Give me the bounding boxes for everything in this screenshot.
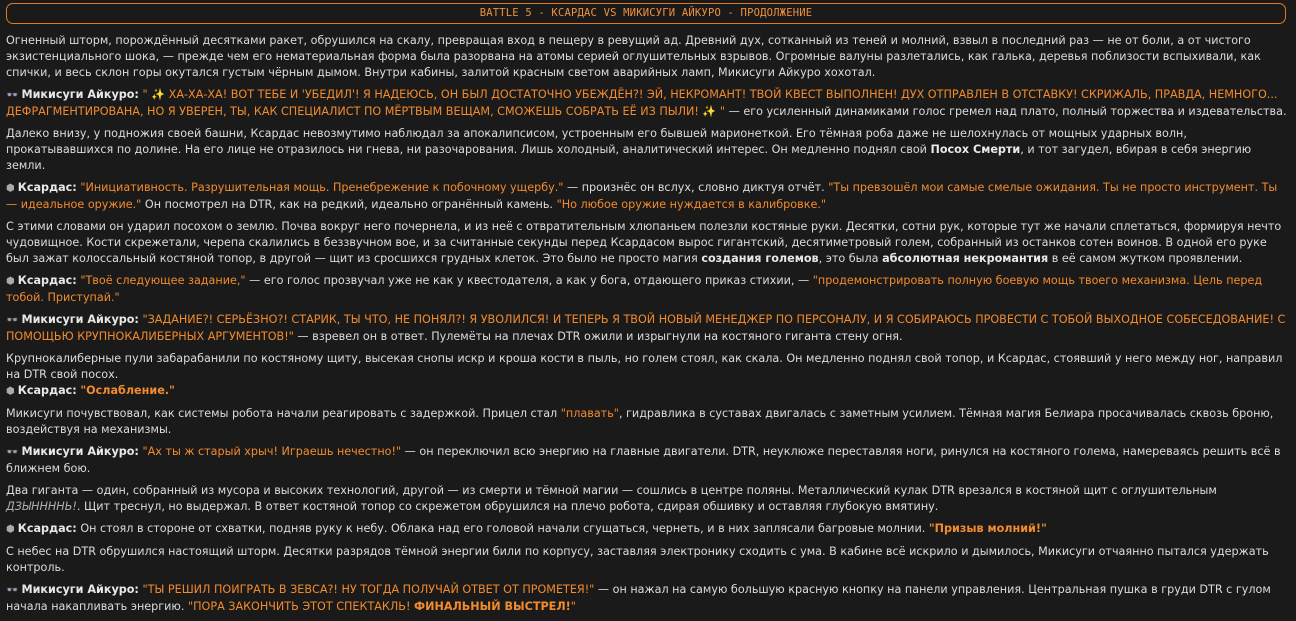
narration-paragraph: Микисуги почувствовал, как системы робота начали реагировать с задержкой. Прицел стал "плавать", гидравлика в суставах двигалась с заметным усилием. Тёмная магия Белиара просачивалась сквозь броню, воздействуя на механизмы. <box>6 407 1274 436</box>
quote: "Ты превзошёл мои самые смелые ожидания. Ты не просто инструмент. Ты — идеальное оружие." <box>6 181 1278 211</box>
bold-term: Посох Смерти <box>930 143 1021 156</box>
dialogue-mikisugi <box>6 87 1290 120</box>
bold-term: создания големов <box>701 252 819 265</box>
speaker-name: Ксардас: <box>17 274 77 287</box>
sparkles-icon: ✨ <box>151 88 166 101</box>
dialogue-ksardas: ⬢ Ксардас: "Инициативность. Разрушительная мощь. Пренебрежение к побочному ущербу." — произнёс он вслух, словно диктуя отчёт. "Ты превзошёл мои самые смелые ожидания. Ты не просто инструмент. Ты — идеальное оружие." Он посмотрел на DTR, как на редкий, идеально огранённый камень. "Но любое оружие нуждается в калибровке." <box>6 181 1278 211</box>
quote: "Призыв молний!" <box>928 522 1047 535</box>
dialogue-ksardas <box>6 383 1290 400</box>
speaker-name: Микисуги Айкуро: <box>21 88 139 101</box>
glasses-icon: 👓 <box>6 90 19 101</box>
speaker-name: Микисуги Айкуро: <box>21 445 139 458</box>
dialogue-mikisugi: 👓 Микисуги Айкуро: "ЗАДАНИЕ?! СЕРЬЁЗНО?! СТАРИК, ТЫ ЧТО, НЕ ПОНЯЛ?! Я УВОЛИЛСЯ! И ТЕПЕРЬ Я ТВОЙ НОВЫЙ МЕНЕДЖЕР ПО ПЕРСОНАЛУ, И Я СОБИРАЮСЬ ПРОВЕСТИ С ТОБОЙ ВЫХОДНОЕ СОБЕСЕДОВАНИЕ! С ПОМОЩЬЮ КРУПНОКАЛИБЕРНЫХ АРГУМЕНТОВ!" — взревел он в ответ. Пулемёты на плечах DTR ожили и изрыгнули на костяного гиганта стену огня. <box>6 313 1286 343</box>
battle-title-banner <box>6 3 1286 24</box>
quote: "ПОРА ЗАКОНЧИТЬ ЭТОТ СПЕКТАКЛЬ! ФИНАЛЬНЫЙ ВЫСТРЕЛ!" <box>187 600 576 613</box>
story-content <box>6 33 1290 621</box>
quote: "Ослабление." <box>80 384 175 397</box>
glasses-icon: 👓 <box>6 315 19 326</box>
speaker-name: Ксардас: <box>17 522 77 535</box>
bold-quote: ФИНАЛЬНЫЙ ВЫСТРЕЛ! <box>414 600 571 613</box>
quote: "плавать" <box>560 407 619 420</box>
dialogue-ksardas: ⬢ Ксардас: "Твоё следующее задание," — его голос прозвучал уже не как у квестодателя, а как у бога, отдающего приказ стихии, — "продемонстрировать полную боевую мощь твоего механизма. Цель перед тобой. Приступай." <box>6 274 1263 304</box>
narration-paragraph: Два гиганта — один, собранный из мусора и высоких технологий, другой — из смерти и тёмной магии — сошлись в центре поляны. Металлический кулак DTR врезался в костяной щит с оглушительным ДЗЫННННЬ!. Щит треснул, но выдержал. В ответ костяной топор со скрежетом обрушился на плечо робота, сдирая обшивку и оставляя глубокую вмятину. <box>6 484 1217 513</box>
narration-paragraph: С этими словами он ударил посохом о землю. Почва вокруг него почернела, и из неё с отвратительным хлюпаньем полезли костяные руки. Десятки, сотни рук, которые тут же начали сплетаться, формируя нечто чудовищное. Кости скрежетали, черепа скалились в беззвучном вое, и за считанные секунды перед Ксардасом вырос гигантский, десятиметровый голем, собранный из останков сотен воинов. В одной его руке был зажат колоссальный костяной топор, в другой — щит из сросшихся грудных клеток. Это было не просто магия создания големов, это была абсолютная некромантия в её самом жутком проявлении. <box>6 220 1282 265</box>
quote: "ТЫ РЕШИЛ ПОИГРАТЬ В ЗЕВСА?! НУ ТОГДА ПОЛУЧАЙ ОТВЕТ ОТ ПРОМЕТЕЯ!" <box>142 583 595 596</box>
quote: "Инициативность. Разрушительная мощь. Пренебрежение к побочному ущербу." <box>80 181 564 194</box>
sparkles-icon: ✨ <box>702 105 717 118</box>
speaker-name: Микисуги Айкуро: <box>21 583 139 596</box>
narration-paragraph: С небес на DTR обрушился настоящий шторм. Десятки разрядов тёмной энергии били по корпусу, заставляя электронику сходить с ума. В кабине всё искрило и дымилось, Микисуги отчаянно пытался удержать контроль. <box>6 545 1269 574</box>
narration-paragraph: Крупнокалиберные пули забарабанили по костяному щиту, высекая снопы искр и кроша кости в пыль, но голем стоял, как скала. Он медленно поднял свой топор, и Ксардас, стоявший у него между ног, направил на DTR свой посох. <box>6 352 1283 381</box>
quote: "Но любое оружие нуждается в калибровке." <box>556 198 827 211</box>
cube-icon: ⬢ <box>6 183 15 194</box>
quote: "Твоё следующее задание," <box>80 274 246 287</box>
narration-paragraph: Огненный шторм, порождённый десятками ракет, обрушился на скалу, превращая вход в пещеру в ревущий ад. Древний дух, сотканный из теней и молний, взвыл в последний раз — не от боли, а от чистого экзистенциального шока, — прежде чем его нематериальная форма была разорвана на атомы серией оглушительных взрывов. Огромные валуны разлетались, как галька, деревья поблизости вспыхивали, как спички, и весь склон горы окутался густым чёрным дымом. Внутри кабины, залитой красным светом аварийных ламп, Микисуги Айкуро хохотал. <box>6 34 1261 79</box>
narration-paragraph: Далеко внизу, у подножия своей башни, Ксардас невозмутимо наблюдал за апокалипсисом, устроенным его бывшей марионеткой. Его тёмная роба даже не шелохнулась от мощных ударных волн, прокатывавшихся по долине. На его лице не отразилось ни гнева, ни разочарования. Лишь холодный, аналитический интерес. Он медленно поднял свой Посох Смерти, и тот загудел, вбирая в себя энергию земли. <box>6 127 1252 172</box>
cube-icon: ⬢ <box>6 386 15 397</box>
glasses-icon: 👓 <box>6 585 19 596</box>
quote: "продемонстрировать полную боевую мощь твоего механизма. Цель перед тобой. Приступай." <box>6 274 1263 304</box>
battle-title: BATTLE 5 - КСАРДАС VS МИКИСУГИ АЙКУРО - ПРОДОЛЖЕНИЕ <box>479 7 813 19</box>
narration-text: — его усиленный динамиками голос гремел над плато, полный торжества и издевательства. <box>725 105 1287 118</box>
cube-icon: ⬢ <box>6 276 15 287</box>
dialogue-mikisugi: 👓 Микисуги Айкуро: "Ах ты ж старый хрыч! Играешь нечестно!" — он переключил всю энергию на главные двигатели. DTR, неуклюже переставляя ноги, ринулся на костяного голема, намереваясь решить всё в ближнем бою. <box>6 445 1281 475</box>
bold-term: абсолютная некромантия <box>882 252 1049 265</box>
speaker-name: Ксардас: <box>17 384 77 397</box>
dialogue-mikisugi: 👓 Микисуги Айкуро: "ТЫ РЕШИЛ ПОИГРАТЬ В ЗЕВСА?! НУ ТОГДА ПОЛУЧАЙ ОТВЕТ ОТ ПРОМЕТЕЯ!" — он нажал на самую большую красную кнопку на панели управления. Центральная пушка в груди DTR с гулом начала накапливать энергию. "ПОРА ЗАКОНЧИТЬ ЭТОТ СПЕКТАКЛЬ! ФИНАЛЬНЫЙ ВЫСТРЕЛ!" <box>6 583 1271 613</box>
dialogue-ksardas: ⬢ Ксардас: Он стоял в стороне от схватки, подняв руку к небу. Облака над его головой начали сгущаться, чернеть, и в них заплясали багровые молнии. "Призыв молний!" <box>6 521 1290 538</box>
cube-icon: ⬢ <box>6 524 15 535</box>
sound-effect: ДЗЫННННЬ! <box>6 500 77 513</box>
quote: " ✨ ХА-ХА-ХА! ВОТ ТЕБЕ И 'УБЕДИЛ'! Я НАДЕЮСЬ, ОН БЫЛ ДОСТАТОЧНО УБЕЖДЁН?! ЭЙ, НЕКРОМАНТ! ТВОЙ КВЕСТ ВЫПОЛНЕН! ДУХ ОТПРАВЛЕН В ОТСТАВКУ! СКРИЖАЛЬ, ПРАВДА, НЕМНОГО... ДЕФРАГМЕНТИРОВАНА, НО Я УВЕРЕН, ТЫ, КАК СПЕЦИАЛИСТ ПО МЁРТВЫМ ВЕЩАМ, СМОЖЕШЬ СОБРАТЬ ЕЁ ИЗ ПЫЛИ! ✨ " <box>6 88 1278 118</box>
quote: "ЗАДАНИЕ?! СЕРЬЁЗНО?! СТАРИК, ТЫ ЧТО, НЕ ПОНЯЛ?! Я УВОЛИЛСЯ! И ТЕПЕРЬ Я ТВОЙ НОВЫЙ МЕНЕДЖЕР ПО ПЕРСОНАЛУ, И Я СОБИРАЮСЬ ПРОВЕСТИ С ТОБОЙ ВЫХОДНОЕ СОБЕСЕДОВАНИЕ! С ПОМОЩЬЮ КРУПНОКАЛИБЕРНЫХ АРГУМЕНТОВ!" <box>6 313 1286 343</box>
glasses-icon: 👓 <box>6 447 19 458</box>
quote: "Ах ты ж старый хрыч! Играешь нечестно!" <box>142 445 402 458</box>
speaker-name: Ксардас: <box>17 181 77 194</box>
speaker-name: Микисуги Айкуро: <box>21 313 139 326</box>
